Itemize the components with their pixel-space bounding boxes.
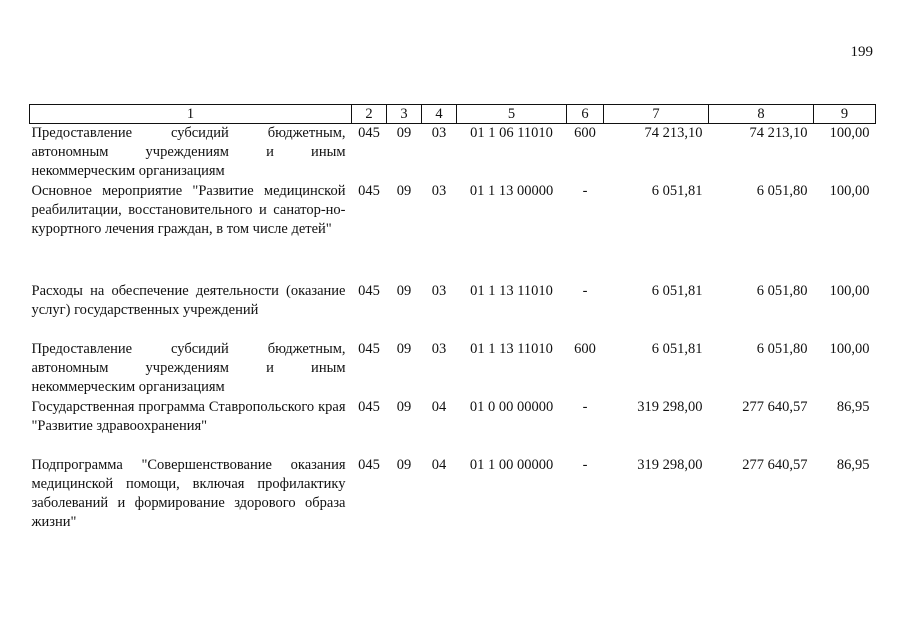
cell-subsection: 04 <box>431 456 447 473</box>
cell-plan: 319 298,00 <box>637 456 703 473</box>
row-name: Подпрограмма "Совершенствование оказания медицинской помощи, включая профилактику заболеваний и формирование здорового образа жизни" <box>31 456 346 530</box>
cell-section: 09 <box>396 456 412 473</box>
cell-target-article: 01 1 06 11010 <box>470 125 553 141</box>
cell-actual: 6 051,80 <box>756 282 808 299</box>
budget-table <box>29 104 876 536</box>
col-header-7: 7 <box>604 105 709 124</box>
cell-expense-type: 600 <box>574 340 596 357</box>
cell-target-article: 01 1 00 00000 <box>469 456 554 473</box>
cell-ministry: 045 <box>358 398 380 415</box>
cell-expense-type: - <box>582 282 588 299</box>
cell-actual: 6 051,80 <box>756 182 808 199</box>
row-name: Расходы на обеспечение деятельности (оказание услуг) государственных учреждений <box>31 282 346 318</box>
cell-subsection: 03 <box>431 182 447 199</box>
cell-percent: 100,00 <box>829 125 870 141</box>
cell-plan: 74 213,10 <box>644 125 703 141</box>
cell-plan: 6 051,81 <box>651 340 703 357</box>
cell-percent: 100,00 <box>829 340 870 357</box>
cell-section: 09 <box>396 282 412 299</box>
cell-plan: 6 051,81 <box>651 182 703 199</box>
cell-section: 09 <box>396 125 412 141</box>
cell-target-article: 01 1 13 00000 <box>469 182 554 199</box>
cell-actual: 74 213,10 <box>749 125 808 141</box>
row-name: Основное мероприятие "Развитие медицинской реабилитации, восстановительного и санатор-но-курортного лечения граждан, в том числе детей" <box>31 182 346 237</box>
cell-actual: 277 640,57 <box>742 398 808 415</box>
cell-subsection: 03 <box>431 340 447 357</box>
cell-percent: 86,95 <box>836 398 870 415</box>
col-header-8: 8 <box>709 105 814 124</box>
col-header-3: 3 <box>387 105 422 124</box>
cell-ministry: 045 <box>358 182 380 199</box>
header-row <box>30 105 876 124</box>
col-header-2: 2 <box>352 105 387 124</box>
col-header-9: 9 <box>814 105 876 124</box>
cell-ministry: 045 <box>358 125 380 141</box>
cell-percent: 100,00 <box>829 282 870 299</box>
row-name: Предоставление субсидий бюджетным, автономным учреждениям и иным некоммерческим организациям <box>31 125 346 179</box>
cell-target-article: 01 1 13 11010 <box>470 340 553 357</box>
col-header-5: 5 <box>457 105 567 124</box>
cell-expense-type: - <box>582 398 588 415</box>
cell-ministry: 045 <box>358 456 380 473</box>
cell-expense-type: - <box>582 182 588 199</box>
table-row <box>30 456 876 536</box>
cell-actual: 6 051,80 <box>756 340 808 357</box>
cell-section: 09 <box>396 182 412 199</box>
col-header-6: 6 <box>567 105 604 124</box>
table-row <box>30 340 876 398</box>
cell-plan: 319 298,00 <box>637 398 703 415</box>
cell-percent: 100,00 <box>829 182 870 199</box>
table-row <box>30 124 876 182</box>
col-header-4: 4 <box>422 105 457 124</box>
cell-ministry: 045 <box>358 282 380 299</box>
cell-subsection: 03 <box>431 282 447 299</box>
page-number: 199 <box>850 44 873 60</box>
cell-expense-type: 600 <box>574 125 596 141</box>
cell-plan: 6 051,81 <box>651 282 703 299</box>
table-row <box>30 398 876 456</box>
row-name: Предоставление субсидий бюджетным, автономным учреждениям и иным некоммерческим организациям <box>31 340 346 395</box>
table-row <box>30 282 876 340</box>
row-name: Государственная программа Ставропольского края "Развитие здравоохранения" <box>31 398 346 434</box>
cell-percent: 86,95 <box>836 456 870 473</box>
cell-target-article: 01 1 13 11010 <box>470 282 553 299</box>
cell-section: 09 <box>396 398 412 415</box>
cell-target-article: 01 0 00 00000 <box>469 398 554 415</box>
cell-section: 09 <box>396 340 412 357</box>
table-row <box>30 182 876 282</box>
cell-expense-type: - <box>582 456 588 473</box>
cell-subsection: 04 <box>431 398 447 415</box>
cell-actual: 277 640,57 <box>742 456 808 473</box>
cell-subsection: 03 <box>431 125 447 141</box>
cell-ministry: 045 <box>358 340 380 357</box>
col-header-1: 1 <box>30 105 352 124</box>
